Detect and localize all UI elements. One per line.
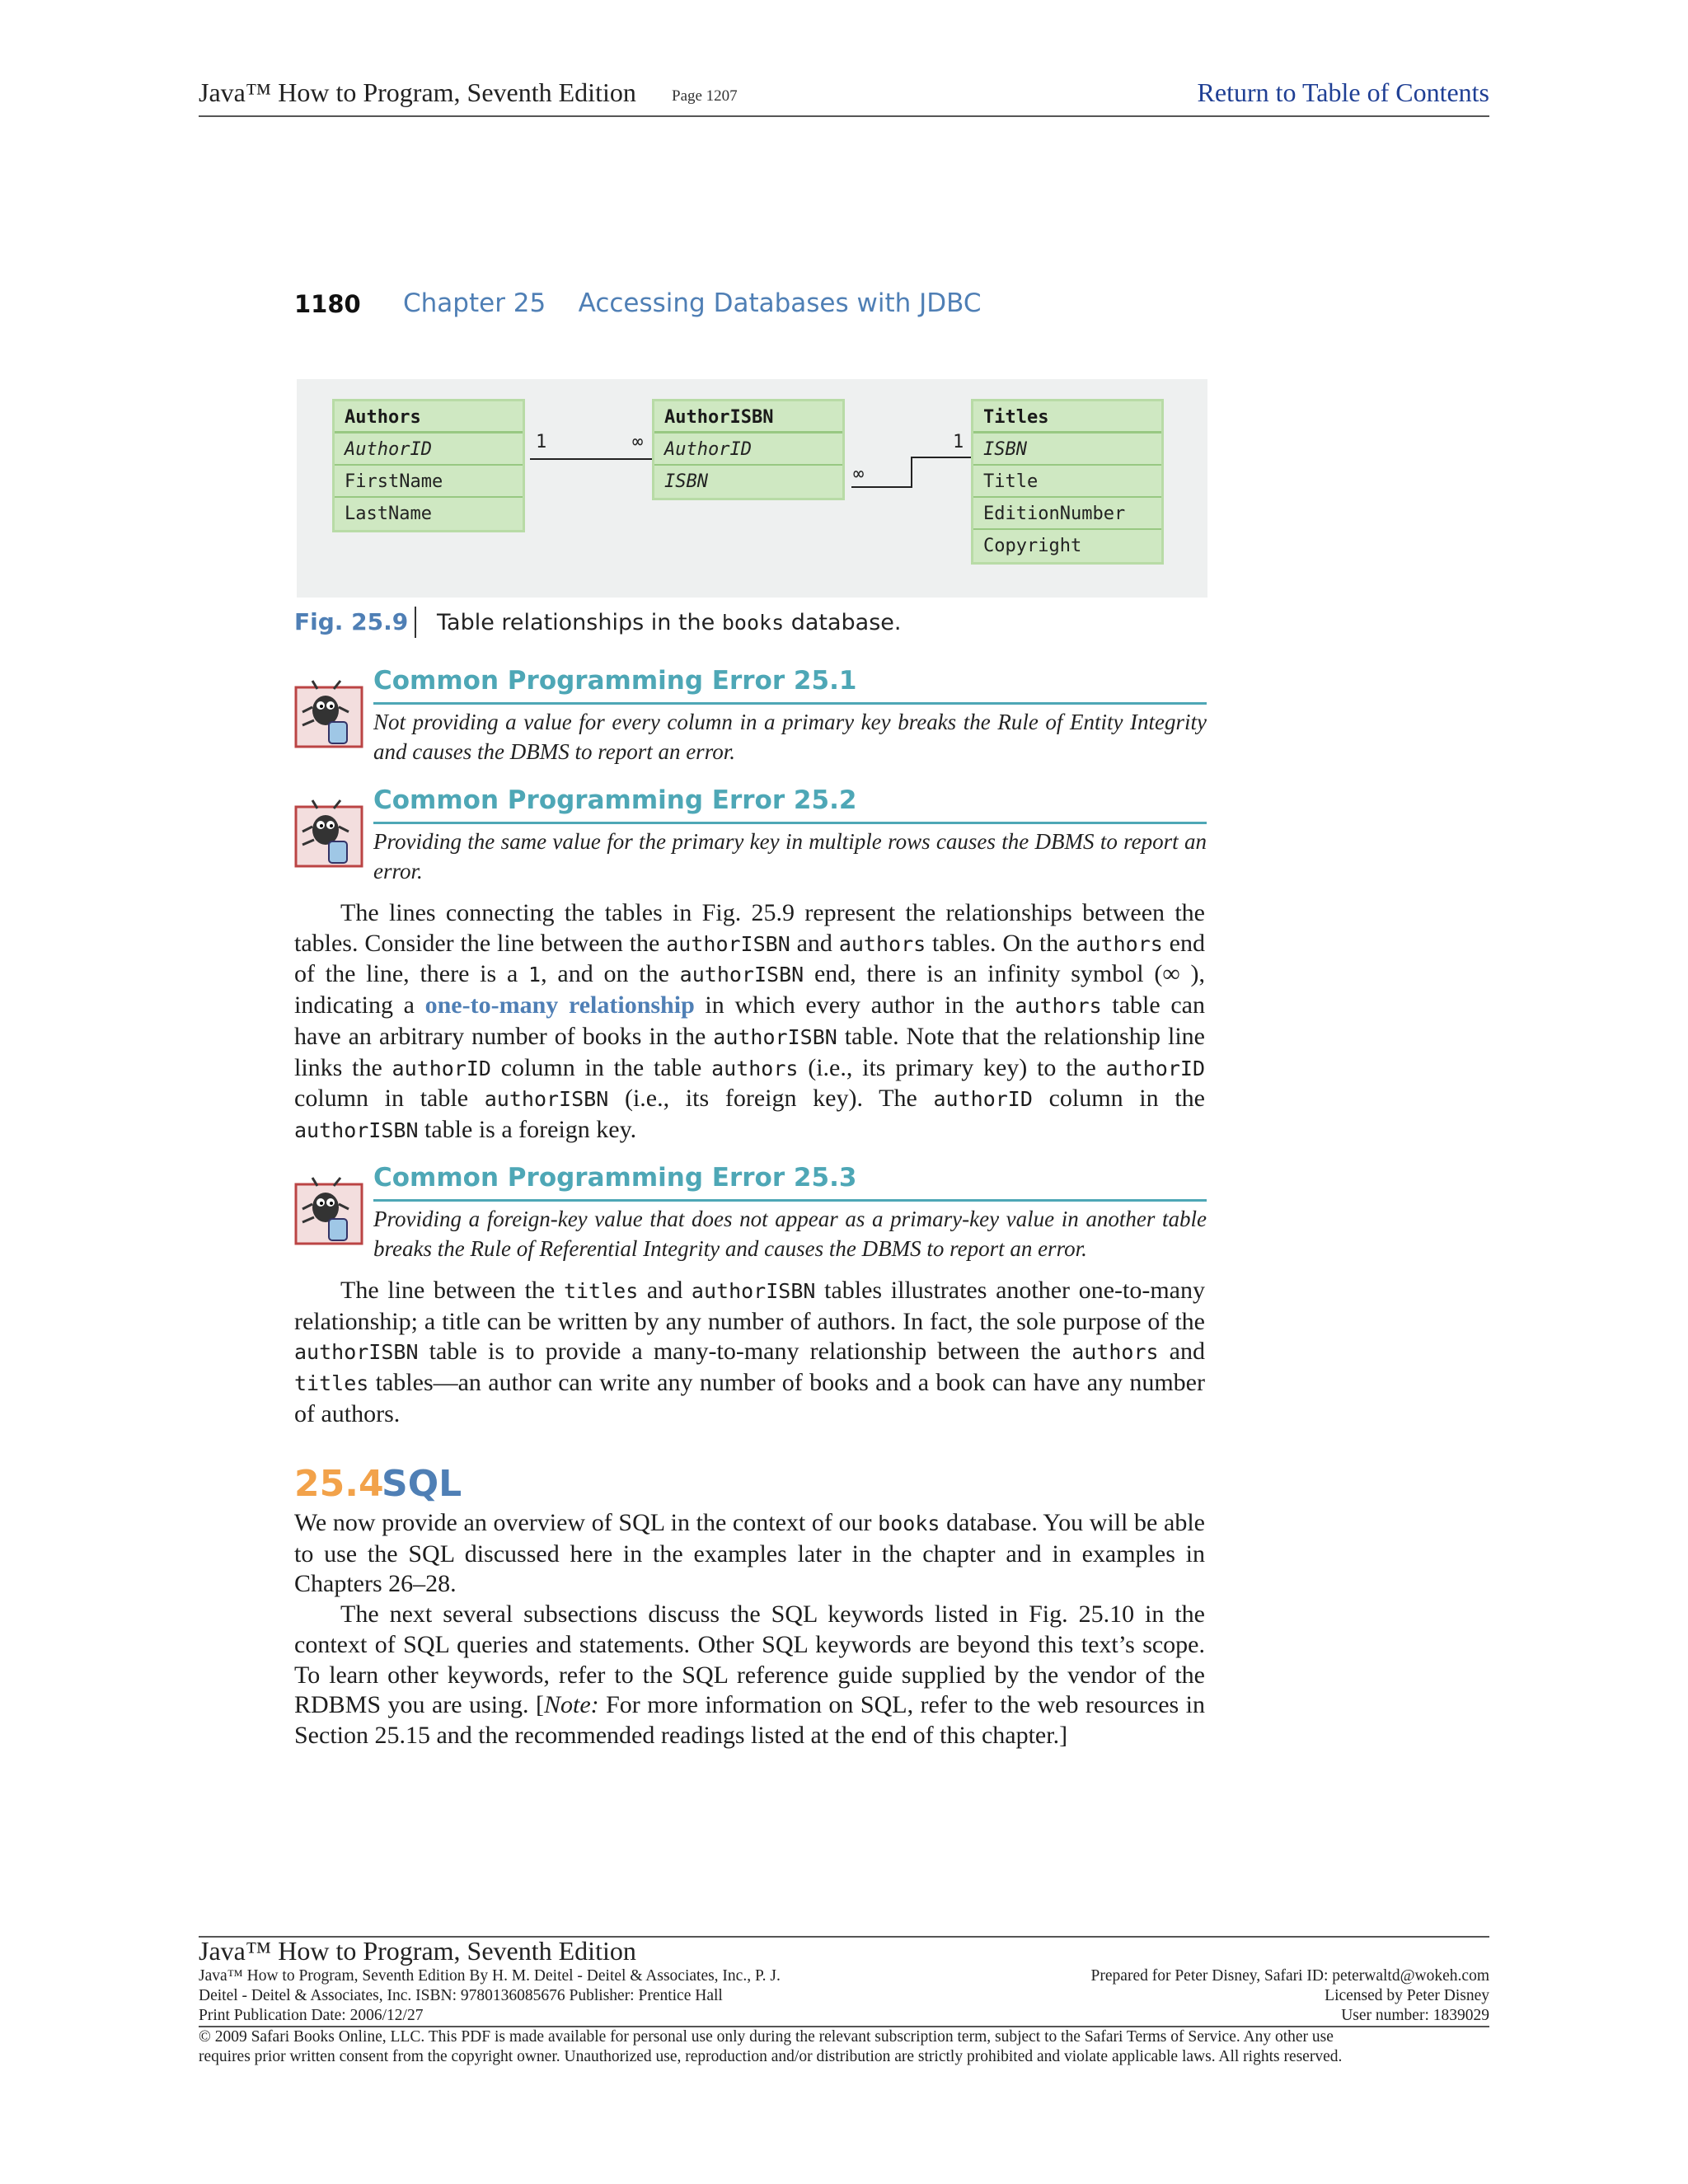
error-title: Common Programming Error 25.2: [373, 785, 857, 815]
one-label: 1: [536, 432, 547, 452]
body-paragraph: We now provide an overview of SQL in the context of our books database. You will be able to use the SQL discussed here in the examples later in the chapter and in examples in Chapters 26–28. The next several subsections discuss the SQL keywords listed in Fig. 25.10 in the context of SQL queries and statements. Other SQL keywords are beyond this text’s scope. To learn other keywords, refer to the SQL reference guide supplied by the vendor of the RDBMS you are using. [Note: For more information on SQL, refer to the web resources in Section 25.15 and the recommended readings listed at the end of this chapter.]: [294, 1509, 1205, 1749]
header-page-label: Page 1207: [672, 87, 738, 105]
body-paragraph: The lines connecting the tables in Fig. 25.9 represent the relationships between the tables. Consider the line between the authorISBN and authors tables. On the authors end of the line, there is a 1, and on the authorISBN end, there is an infinity symbol (∞ ), indicating a one-to-many relationship in which every author in the authors table can have an arbitrary number of books in the authorISBN table. Note that the relationship line links the authorID column in the table authors (i.e., its primary key) to the authorID column in table authorISBN (i.e., its foreign key). The authorID column in the authorISBN table is a foreign key.: [294, 899, 1206, 1143]
bug-thumbs-down-icon: [294, 679, 365, 750]
error-title: Common Programming Error 25.1: [373, 666, 857, 696]
footer-book-title: Java™ How to Program, Seventh Edition: [199, 1936, 636, 1966]
authorisbn-table: [652, 399, 845, 500]
bug-thumbs-down-icon: [294, 1176, 365, 1247]
table-name: Titles: [973, 401, 1161, 434]
error-text: Providing the same value for the primary key in multiple rows causes the DBMS to report an error.: [373, 829, 1207, 883]
many-label: ∞: [632, 432, 644, 452]
footer-copyright: © 2009 Safari Books Online, LLC. This PDF is made available for personal use only during the relevant subscription term, subject to the Safari Terms of Service. Any other use: [199, 2028, 1334, 2046]
section-number: 25.4: [294, 1463, 384, 1505]
table-column: Copyright: [983, 536, 1082, 556]
error-text: Not providing a value for every column in a primary key breaks the Rule of Entity Integrity and causes the DBMS to report an error.: [373, 710, 1207, 764]
footer-isbn: Deitel - Deitel & Associates, Inc. ISBN: 9780136085676 Publisher: Prentice Hall: [199, 1987, 723, 2004]
error-rule: [373, 1199, 1207, 1202]
table-column: Title: [973, 466, 1161, 498]
error-rule: [373, 702, 1207, 705]
caption-divider: [415, 607, 416, 638]
table-column: FirstName: [335, 466, 523, 498]
table-name: Authors: [335, 401, 523, 434]
figure-panel: [297, 379, 1207, 598]
footer-user-number: User number: 1839029: [1341, 2007, 1489, 2024]
footer-publication-date: Print Publication Date: 2006/12/27: [199, 2007, 424, 2024]
return-to-toc-link[interactable]: Return to Table of Contents: [1197, 77, 1489, 107]
table-column: AuthorID: [335, 434, 523, 466]
table-column: ISBN: [664, 471, 708, 492]
table-column: ISBN: [973, 434, 1161, 466]
chapter-title: Chapter 25 Accessing Databases with JDBC: [403, 288, 982, 318]
key-term: one-to-many relationship: [424, 991, 695, 1019]
footer-licensed-by: Licensed by Peter Disney: [1325, 1987, 1489, 2004]
body-paragraph: The line between the titles and authorISBN tables illustrates another one-to-many relationship; a title can be written by any number of authors. In fact, the sole purpose of the authorISBN table is to provide a many-to-many relationship between the authors and titles tables—an author can write any number of books and a book can have any number of authors.: [294, 1277, 1205, 1427]
table-column: EditionNumber: [973, 498, 1161, 530]
one-label: 1: [953, 432, 964, 452]
bug-thumbs-down-icon: [294, 799, 365, 869]
error-rule: [373, 822, 1207, 824]
error-text: Providing a foreign-key value that does not appear as a primary-key value in another table breaks the Rule of Referential Integrity and causes the DBMS to report an error.: [373, 1207, 1207, 1261]
titles-table: [971, 399, 1164, 565]
authors-table: [332, 399, 525, 532]
footer-attribution: Java™ How to Program, Seventh Edition By H. M. Deitel - Deitel & Associates, Inc., P. J.: [199, 1967, 781, 1985]
table-name: AuthorISBN: [654, 401, 842, 434]
figure-label: Fig. 25.9: [294, 608, 409, 635]
many-label: ∞: [853, 464, 865, 485]
table-column: LastName: [345, 504, 432, 524]
table-column: AuthorID: [654, 434, 842, 466]
error-title: Common Programming Error 25.3: [373, 1163, 857, 1193]
header-rule: [199, 115, 1489, 117]
page-number: 1180: [294, 290, 361, 318]
footer-copyright: requires prior written consent from the copyright owner. Unauthorized use, reproduction and/or distribution are strictly prohibited and violate applicable laws. All rights reserved.: [199, 2048, 1343, 2065]
figure-caption: Table relationships in the books database.: [437, 610, 902, 635]
header-book-title: Java™ How to Program, Seventh Edition: [199, 77, 636, 107]
footer-prepared-for: Prepared for Peter Disney, Safari ID: peterwaltd@wokeh.com: [1090, 1967, 1489, 1985]
section-title: SQL: [382, 1463, 462, 1505]
